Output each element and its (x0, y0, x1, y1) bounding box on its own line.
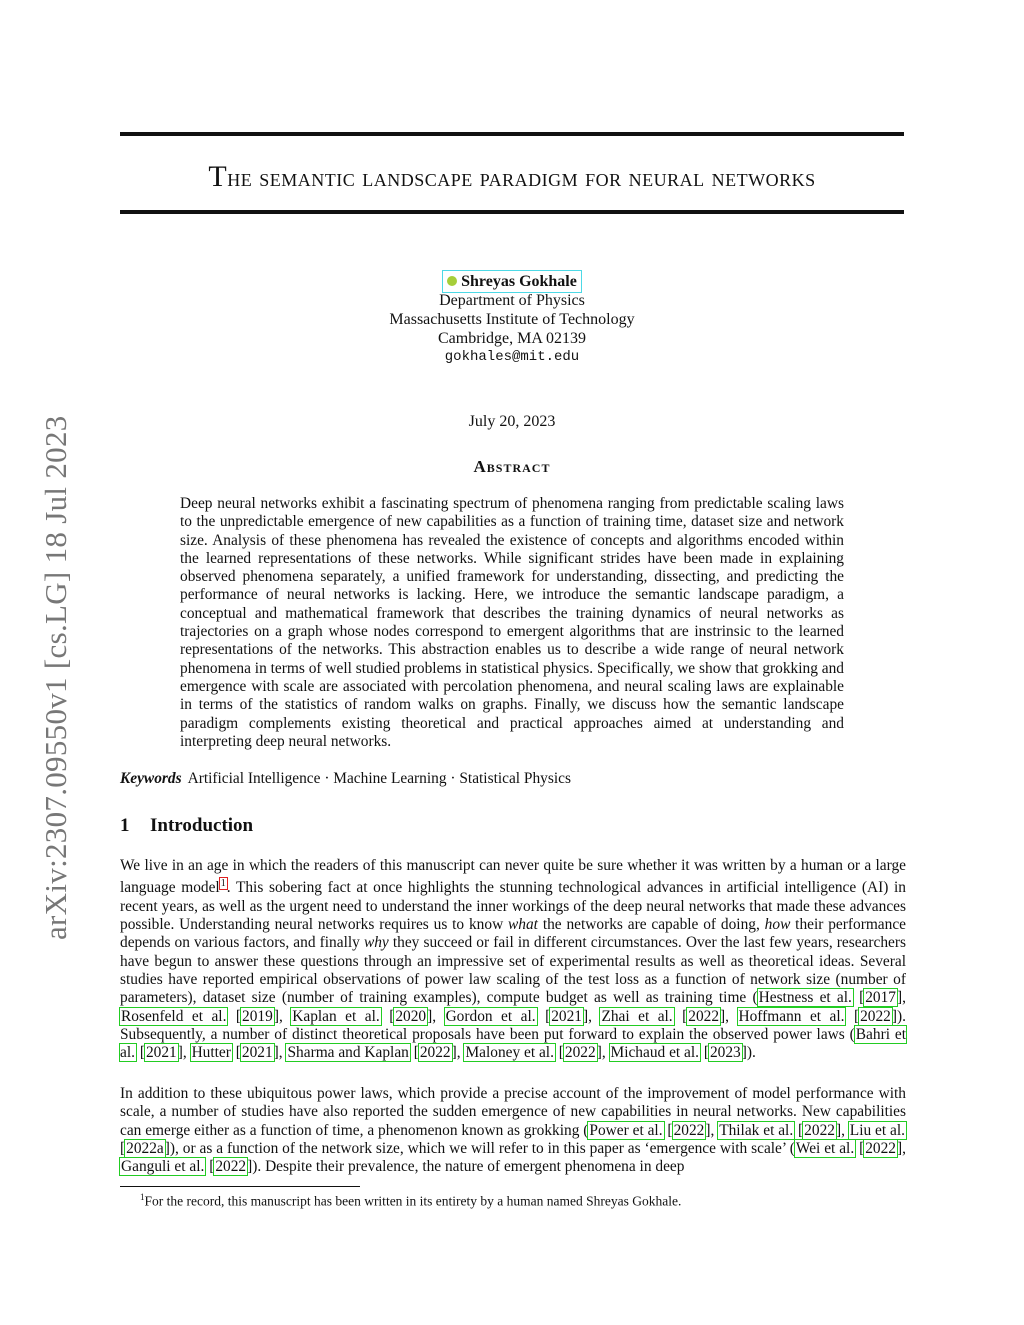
citation-link[interactable]: Maloney et al. (465, 1044, 554, 1062)
author-block (0, 272, 1024, 367)
author-location: Cambridge, MA 02139 (438, 330, 586, 347)
citation-year-link[interactable]: 2022 (673, 1121, 705, 1139)
text-run: ). Subsequently, a number of distinct theoretical proposals have been put forward to explain the observed power laws ( (120, 1007, 906, 1043)
footnote-mark: 1 (140, 1192, 145, 1202)
citation-link[interactable]: Thilak et al. (719, 1121, 794, 1139)
title-rest: he semantic landscape paradigm for neural networks (227, 163, 816, 192)
citation-link[interactable]: Sharma and Kaplan (287, 1044, 409, 1062)
citation-year-link[interactable]: 2021 (145, 1044, 177, 1062)
citation-year-link[interactable]: 2022 (688, 1007, 720, 1025)
abstract-heading: Abstract (473, 457, 551, 476)
citation-year-link[interactable]: 2023 (709, 1044, 741, 1062)
section-number: 1 (120, 815, 130, 836)
citation-year-link[interactable]: 2021 (551, 1007, 582, 1025)
orcid-icon[interactable] (447, 276, 457, 286)
citation-year-link[interactable]: 2022 (215, 1158, 247, 1176)
citation-link[interactable]: Power et al. (589, 1121, 663, 1139)
citation-year-link[interactable]: 2022 (419, 1044, 451, 1062)
text-run: their performance depends on various factors, and finally (120, 916, 906, 952)
text-run: We live in an age in which the readers of this manuscript can never quite be sure whether it was written by a human or a large language model (120, 857, 906, 897)
footnote (140, 1192, 681, 1210)
citation-year-link[interactable]: 2021 (241, 1044, 273, 1062)
citation-year-link[interactable]: 2022 (865, 1139, 896, 1157)
arxiv-identifier-stamp: arXiv:2307.09550v1 [cs.LG] 18 Jul 2023 (38, 415, 73, 940)
text-run: they succeed or fail in different circumstances. Over the last few years, researchers have begun to answer these questions through an impressive set of experimental results as well as theoretical ideas. Several studies have reported empirical observations of power law scaling of the test loss as a function of network size (number of parameters), dataset size (number of training examples), compute budget as well as training time ( (120, 934, 906, 1007)
emphasis-how: how (764, 916, 791, 934)
title-bottom-rule (120, 210, 904, 214)
citation-year-link[interactable]: 2022 (804, 1121, 835, 1139)
author-name-link[interactable] (445, 273, 579, 290)
footnote-divider (120, 1186, 360, 1187)
author-email[interactable]: gokhales@mit.edu (444, 349, 580, 365)
citation-link[interactable]: Ganguli et al. (121, 1158, 205, 1176)
section-title: Introduction (150, 815, 254, 836)
citation-link[interactable]: Rosenfeld et al. (121, 1007, 227, 1025)
citation-link[interactable]: Hutter (191, 1044, 231, 1062)
keywords-line (120, 770, 904, 788)
intro-paragraph-2: In addition to these ubiquitous power laws, which provide a precise account of the improvement of model performance with scale, a number of studies have also reported the sudden emergence of new capabilities in neural networks. New capabilities can emerge either as a function of time, a phenomenon known as grokking (Power et al. [2022], Thilak et al. [2022], Liu et al. [2022a]), or as a function of the network size, which we will refer to in this paper as ‘emergence with scale’ (Wei et al. [2022], Ganguli et al. [2022]). Despite their prevalence, the nature of emergent phenomena in deep (120, 1085, 906, 1176)
author-institute: Massachusetts Institute of Technology (389, 311, 635, 328)
abstract-text: Deep neural networks exhibit a fascinating spectrum of phenomena ranging from predictable scaling laws to the unpredictable emergence of new capabilities as a function of training time, dataset size and network size. Analysis of these phenomena has revealed the existence of concepts and algorithms encoded within the learned representations of these networks. While significant strides have been made in explaining observed phenomena separately, a unified framework for understanding, dissecting, and predicting the performance of neural networks is lacking. Here, we introduce the semantic landscape paradigm, a conceptual and mathematical framework that describes the training dynamics of neural networks as trajectories on a graph whose nodes correspond to emergent algorithms that are instrinsic to the learned representations of the networks. This abstraction enables us to describe a wide range of neural network phenomena in terms of well studied problems in statistical physics. Specifically, we show that grokking and emergence with scale are associated with percolation phenomena, and neural scaling laws are explainable in terms of the statistics of random walks on graphs. Finally, we discuss how the semantic landscape paradigm complements existing theoretical and practical approaches aimed at understanding and interpreting deep neural networks. (180, 495, 844, 750)
keywords-text: Artificial Intelligence · Machine Learning · Statistical Physics (187, 770, 571, 787)
citation-link[interactable]: Gordon et al. (445, 1007, 536, 1025)
footnote-ref-link[interactable]: 1 (220, 878, 226, 890)
citation-year-link[interactable]: 2022a (126, 1139, 164, 1157)
author-department: Department of Physics (439, 292, 585, 309)
citation-link[interactable]: Michaud et al. (610, 1044, 699, 1062)
citation-link[interactable]: Hestness et al. (758, 989, 852, 1007)
paper-date: July 20, 2023 (468, 413, 556, 430)
emphasis-why: why (363, 934, 389, 952)
citation-year-link[interactable]: 2022 (564, 1044, 596, 1062)
title-top-rule (120, 132, 904, 136)
keywords-label: Keywords (120, 770, 182, 787)
emphasis-what: what (508, 916, 538, 934)
citation-link[interactable]: Hoffmann et al. (738, 1007, 845, 1025)
citation-link[interactable]: Zhai et al. (601, 1007, 673, 1025)
section-heading-introduction (120, 815, 253, 837)
footnote-text: For the record, this manuscript has been written in its entirety by a human named Shreyas Gokhale. (144, 1193, 682, 1209)
paper-title (120, 160, 904, 194)
citation-link[interactable]: Wei et al. (795, 1139, 855, 1157)
citation-year-link[interactable]: 2022 (860, 1007, 891, 1025)
citation-link[interactable]: Liu et al. (849, 1121, 905, 1139)
citation-year-link[interactable]: 2017 (865, 989, 896, 1007)
intro-paragraph-1: We live in an age in which the readers of this manuscript can never quite be sure whether it was written by a human or a large language model$^1$. This sobering fact at once highlights the stunning technological advances in artificial intelligence (AI) in recent years, as well as the urgent need to understand the inner workings of the deep neural networks that made these advances possible. Understanding neural networks requires us to know what the networks are capable of doing, how their performance depends on various factors, and finally why they succeed or fail in different circumstances. Over the last few years, researchers have begun to answer these questions through an impressive set of experimental results as well as theoretical ideas. Several studies have reported empirical observations of power law scaling of the test loss as a function of network size (number of parameters), dataset size (number of training examples), compute budget as well as training time (Hestness et al. [2017], Rosenfeld et al. [2019], Kaplan et al. [2020], Gordon et al. [2021], Zhai et al. [2022], Hoffmann et al. [2022]). Subsequently, a number of distinct theoretical proposals have been put forward to explain the observed power laws (Bahri et al. [2021], Hutter [2021], Sharma and Kaplan [2022], Maloney et al. [2022], Michaud et al. [2023]). (120, 857, 906, 1062)
text-run: In addition to these ubiquitous power laws, which provide a precise account of the improvement of model performance with scale, a number of studies have also reported the sudden emergence of new capabilities in neural networks. New capabilities can emerge either as a function of time, a phenomenon known as grokking ( (120, 1085, 906, 1139)
text-run: the networks are capable of doing, (537, 916, 765, 934)
citation-year-link[interactable]: 2019 (242, 1007, 273, 1025)
text-run: ). Despite their prevalence, the nature of emergent phenomena in deep (252, 1158, 685, 1176)
text-run: . This sobering fact at once highlights the stunning technological advances in artificial intelligence (AI) in recent years, as well as the urgent need to understand the inner workings of the deep neural networks that made these advances possible. Understanding neural networks requires us to know (120, 879, 906, 934)
title-first-letter: T (208, 160, 228, 193)
author-name: Shreyas Gokhale (461, 273, 577, 290)
citation-link[interactable]: Bahri et al. (120, 1025, 906, 1062)
text-run: ), or as a function of the network size, which we will refer to in this paper as ‘emergence with scale’ ( (169, 1139, 795, 1157)
citation-link[interactable]: Kaplan et al. (292, 1007, 380, 1025)
citation-year-link[interactable]: 2020 (395, 1007, 427, 1025)
text-run: ). (746, 1044, 756, 1062)
